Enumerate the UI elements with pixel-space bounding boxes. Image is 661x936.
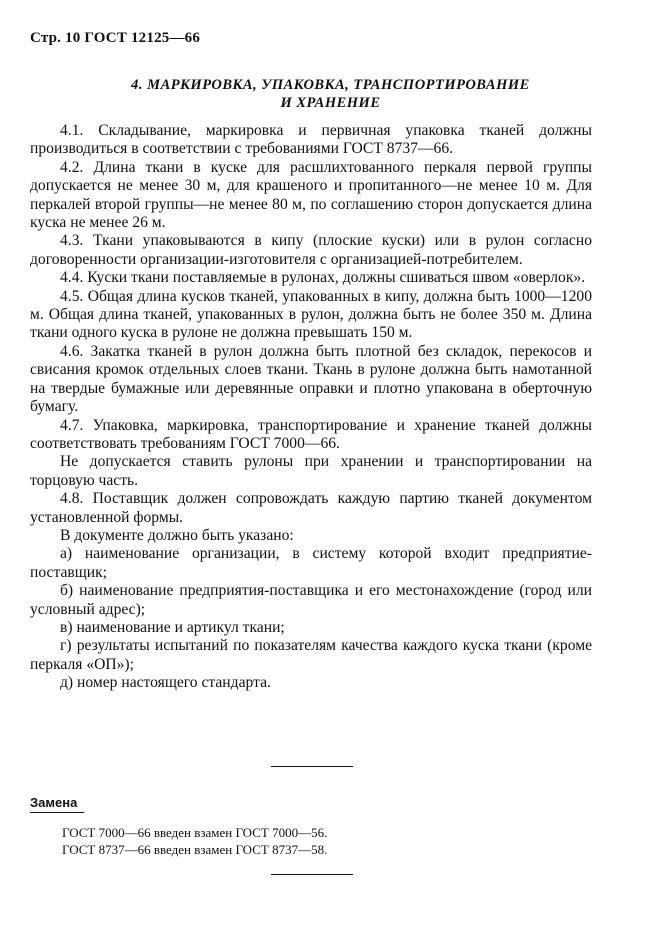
paragraph-4-6: 4.6. Закатка тканей в рулон должна быть плотной без складок, перекосов и свисания кромок отдельных слоев ткани. Ткань в рулоне должна быть намотанной на твердые бумажные или деревянные оправки и плотно упакована в оберточную бумагу. [30, 342, 592, 416]
paragraph-4-5: 4.5. Общая длина кусков тканей, упакованных в кипу, должна быть 1000—1200 м. Общая длина тканей, упакованных в рулон, должна быть не более 350 м. Длина ткани одного куска в рулоне не должна превышать 150 м. [30, 287, 592, 342]
list-item-a: а) наименование организации, в систему которой входит предприятие-поставщик; [30, 545, 592, 581]
separator-bottom [271, 874, 353, 875]
list-item-d: д) номер настоящего стандарта. [60, 674, 271, 692]
paragraph-4-4: 4.4. Куски ткани поставляемые в рулонах, должны сшиваться швом «оверлок». [60, 269, 586, 287]
list-item-v: в) наименование и артикул ткани; [60, 618, 285, 636]
list-item-b: б) наименование предприятия-поставщика и его местонахождение (город или условный адрес); [30, 582, 592, 618]
paragraph-4-2: 4.2. Длина ткани в куске для расшлихтованного перкаля первой группы допускается не менее 30 м, для крашеного и пропитанного—не менее 10 м. Для перкалей второй группы—не менее 80 м, по соглашению сторон допускается длина куска не менее 26 м. [30, 158, 592, 232]
section-title [0, 76, 661, 112]
paragraph-4-8: 4.8. Поставщик должен сопровождать каждую партию тканей документом установленной формы. [30, 490, 592, 526]
paragraph-4-1: 4.1. Складывание, маркировка и первичная упаковка тканей должны производиться в соответствии с требованиями ГОСТ 8737—66. [30, 122, 592, 158]
replacement-list [62, 824, 327, 858]
section-title-line-2: И ХРАНЕНИЕ [280, 95, 381, 111]
page-header: Стр. 10 ГОСТ 12125—66 [30, 30, 201, 46]
paragraph-4-7-note: Не допускается ставить рулоны при хранении и транспортировании на торцовую часть. [30, 453, 592, 489]
separator-top [271, 766, 353, 767]
replacement-line-1: ГОСТ 7000—66 введен взамен ГОСТ 7000—56. [62, 825, 328, 840]
list-item-g: г) результаты испытаний по показателям качества каждого куска ткани (кроме перкаля «ОП»); [30, 637, 592, 673]
paragraph-4-3: 4.3. Ткани упаковываются в кипу (плоские куски) или в рулон согласно договоренности организации-изготовителя с организацией-потребителем. [30, 232, 592, 268]
zamena-underline [30, 812, 84, 813]
section-title-line-1: 4. МАРКИРОВКА, УПАКОВКА, ТРАНСПОРТИРОВАНИЕ [131, 77, 530, 93]
replacement-line-2: ГОСТ 8737—66 введен взамен ГОСТ 8737—58. [62, 842, 328, 857]
paragraph-4-7: 4.7. Упаковка, маркировка, транспортирование и хранение тканей должны соответствовать требованиям ГОСТ 7000—66. [30, 416, 592, 452]
section-body [30, 122, 592, 693]
paragraph-document-intro: В документе должно быть указано: [60, 526, 294, 544]
zamena-label: Замена [30, 795, 78, 810]
